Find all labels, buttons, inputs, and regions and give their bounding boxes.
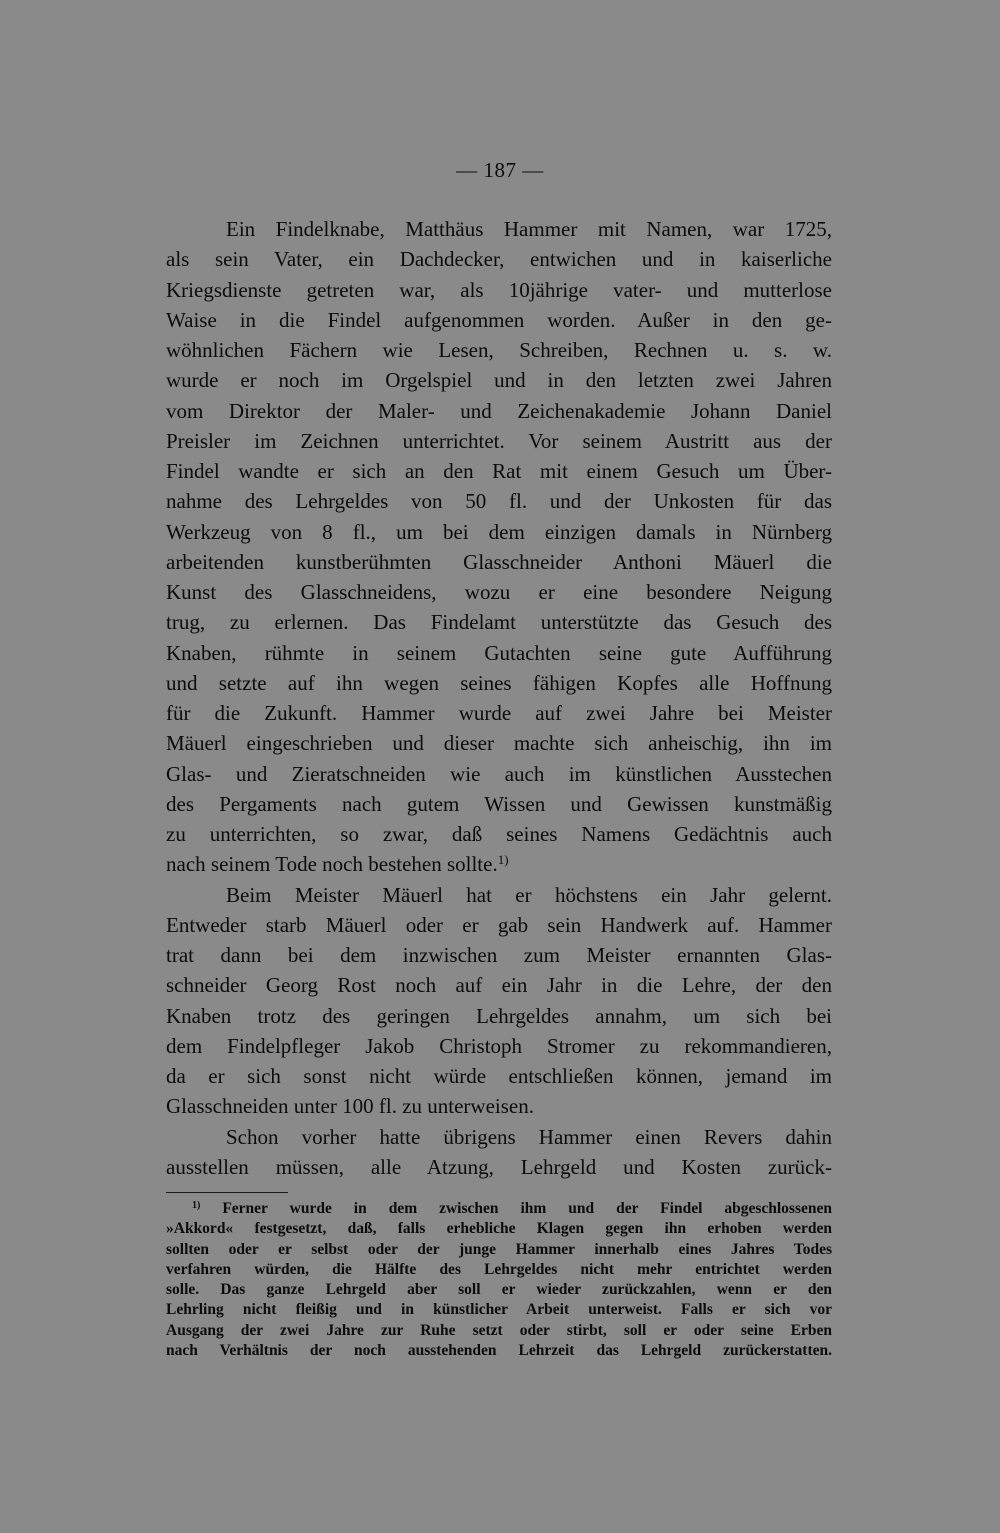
text-line: Kriegsdienste getreten war, als 10jährige vater- und mutterlose — [166, 277, 832, 302]
text-line: Entweder starb Mäuerl oder er gab sein Handwerk auf. Hammer — [166, 912, 832, 937]
footnote-line: Ausgang der zwei Jahre zur Ruhe setzt oder stirbt, soll er oder seine Erben — [166, 1321, 832, 1339]
text-line: Ein Findelknabe, Matthäus Hammer mit Namen, war 1725, — [226, 217, 832, 241]
text-line: Glas- und Zieratschneiden wie auch im künstlichen Ausstechen — [166, 761, 832, 786]
text-line: da er sich sonst nicht würde entschließen können, jemand im — [166, 1064, 832, 1088]
text-line-content: nach seinem Tode noch bestehen sollte. — [166, 852, 498, 877]
text-line: Waise in die Findel aufgenommen worden. Außer in den ge- — [166, 307, 832, 332]
text-line: nahme des Lehrgeldes von 50 fl. und der Unkosten für das — [166, 489, 832, 514]
footnote-line: verfahren würden, die Hälfte des Lehrgeldes nicht mehr entrichtet werden — [166, 1260, 832, 1278]
text-line: Knaben, rühmte in seinem Gutachten seine gute Aufführung — [166, 640, 832, 665]
text-line: als sein Vater, ein Dachdecker, entwichen und in kaiserliche — [166, 247, 832, 272]
text-line: schneider Georg Rost noch auf ein Jahr in die Lehre, der den — [166, 973, 832, 998]
text-line: dem Findelpfleger Jakob Christoph Stromer zu rekommandieren, — [166, 1033, 832, 1058]
footnote-line: sollten oder er selbst oder der junge Hammer innerhalb eines Jahres Todes — [166, 1240, 832, 1258]
text-line — [166, 849, 832, 879]
text-line: wurde er noch im Orgelspiel und in den letzten zwei Jahren — [166, 368, 832, 393]
footnote-line: nach Verhältnis der noch ausstehenden Lehrzeit das Lehrgeld zurückerstatten. — [166, 1342, 832, 1360]
text-line: arbeitenden kunstberühmten Glasschneider Anthoni Mäuerl die — [166, 549, 832, 574]
footnote-line: solle. Das ganze Lehrgeld aber soll er wieder zurückzahlen, wenn er den — [166, 1281, 832, 1299]
text-line: Glasschneiden unter 100 fl. zu unterweisen. — [166, 1094, 534, 1119]
footnote-divider — [166, 1192, 288, 1193]
text-line: Kunst des Glasschneidens, wozu er eine besondere Neigung — [166, 580, 832, 604]
text-line: Werkzeug von 8 fl., um bei dem einzigen damals in Nürnberg — [166, 519, 832, 544]
text-line: und setzte auf ihn wegen seines fähigen Kopfes alle Hoffnung — [166, 670, 832, 695]
text-line: Schon vorher hatte übrigens Hammer einen Revers dahin — [226, 1124, 832, 1149]
text-line: vom Direktor der Maler- und Zeichenakademie Johann Daniel — [166, 398, 832, 423]
footnote-line — [166, 1199, 832, 1219]
footnote-reference: 1) — [497, 852, 509, 868]
main-text — [166, 214, 832, 1182]
text-line: Beim Meister Mäuerl hat er höchstens ein Jahr gelernt. — [226, 882, 832, 907]
text-line: Preisler im Zeichnen unterrichtet. Vor seinem Austritt aus der — [166, 428, 832, 453]
footnote-marker: 1) — [192, 1200, 201, 1211]
footnote-line-content: Ferner wurde in dem zwischen ihm und der Findel abgeschlossenen — [222, 1200, 832, 1217]
text-line: trat dann bei dem inzwischen zum Meister ernannten Glas- — [166, 943, 832, 967]
text-line: zu unterrichten, so zwar, daß seines Namens Gedächtnis auch — [166, 822, 832, 846]
page-number: — 187 — — [456, 158, 544, 182]
text-line: trug, zu erlernen. Das Findelamt unterstützte das Gesuch des — [166, 610, 832, 635]
text-line: für die Zukunft. Hammer wurde auf zwei Jahre bei Meister — [166, 701, 832, 725]
text-line: des Pergaments nach gutem Wissen und Gewissen kunstmäßig — [166, 791, 832, 816]
footnote-line: »Akkord« festgesetzt, daß, falls erhebliche Klagen gegen ihn erhoben werden — [166, 1220, 832, 1238]
text-line: Findel wandte er sich an den Rat mit einem Gesuch um Über- — [166, 459, 832, 483]
text-line: Knaben trotz des geringen Lehrgeldes annahm, um sich bei — [166, 1003, 832, 1028]
text-line: Mäuerl eingeschrieben und dieser machte sich anheischig, ihn im — [166, 731, 832, 756]
text-line: ausstellen müssen, alle Atzung, Lehrgeld und Kosten zurück- — [166, 1154, 832, 1179]
footnote-section — [166, 1199, 832, 1361]
text-line: wöhnlichen Fächern wie Lesen, Schreiben, Rechnen u. s. w. — [166, 338, 832, 362]
footnote-line: Lehrling nicht fleißig und in künstlicher Arbeit unterweist. Falls er sich vor — [166, 1301, 832, 1319]
